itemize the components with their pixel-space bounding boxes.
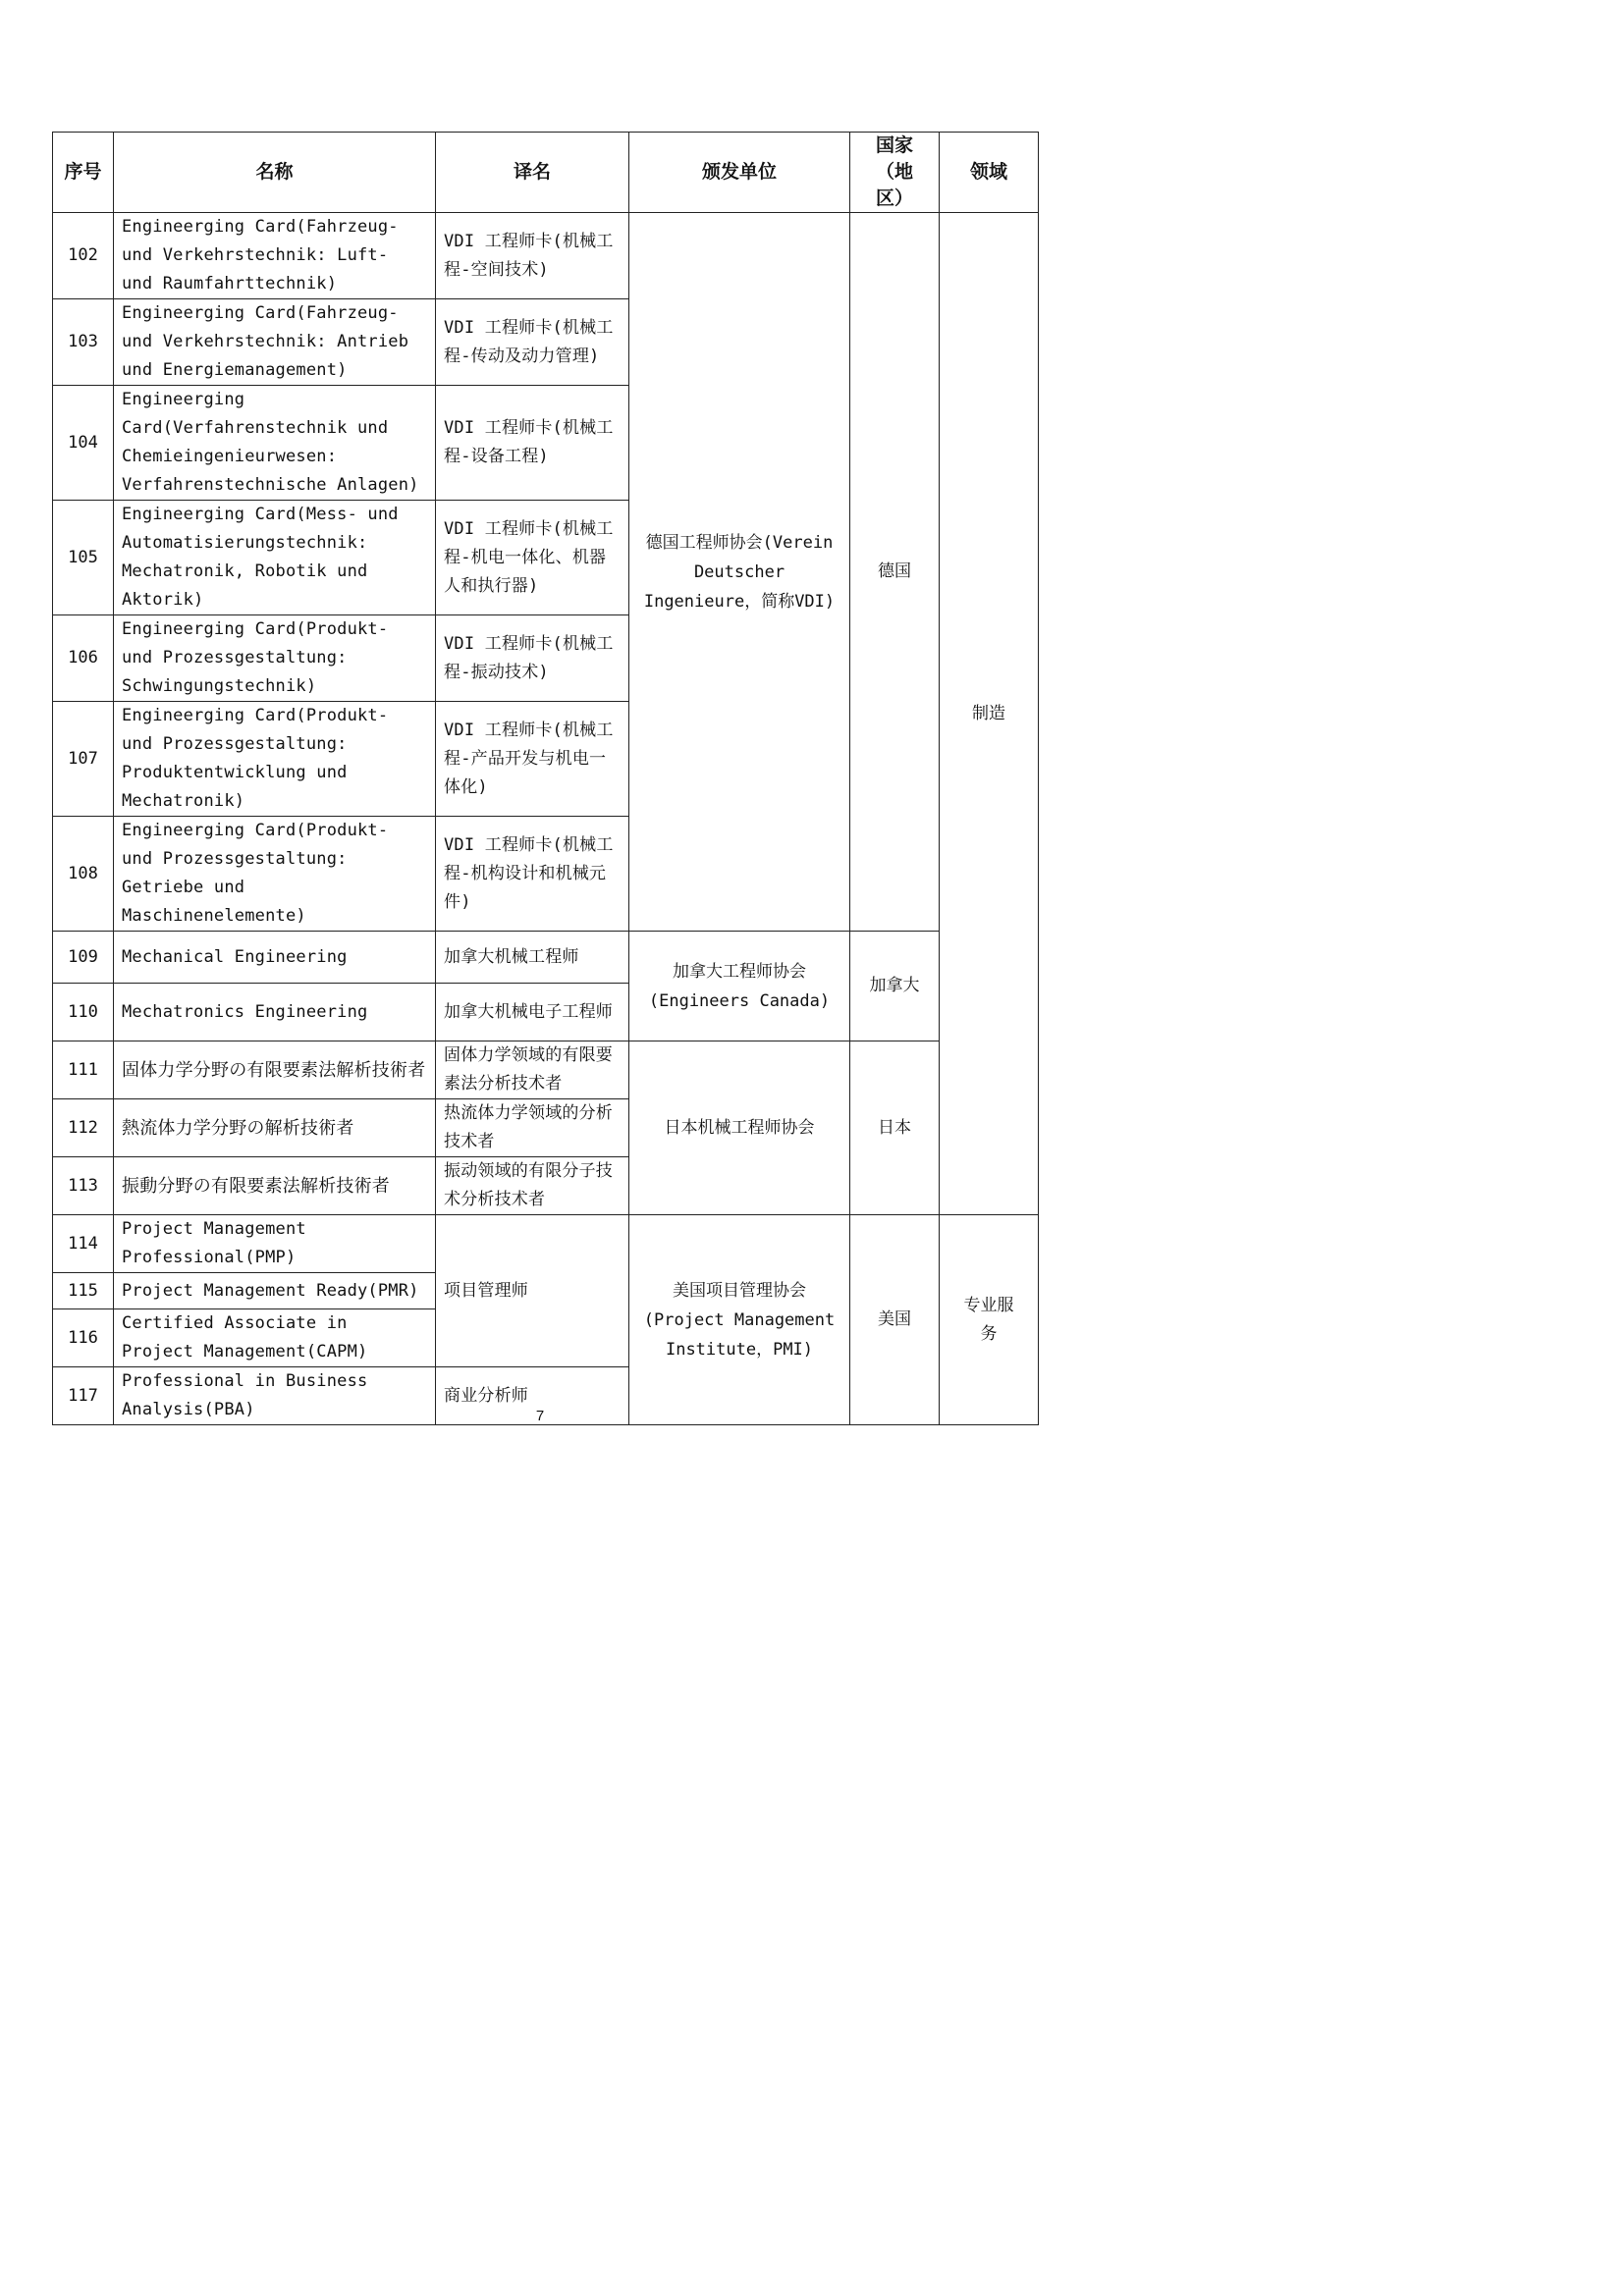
row-no: 110 bbox=[53, 984, 114, 1041]
row-translation: VDI 工程师卡(机械工程-机构设计和机械元件) bbox=[436, 817, 629, 932]
row-name: Engineerging Card(Produkt- und Prozessgestaltung: Getriebe und Maschinenelemente) bbox=[114, 817, 436, 932]
row-translation: 商业分析师 bbox=[436, 1367, 629, 1425]
row-name: Engineerging Card(Mess- und Automatisierungstechnik: Mechatronik, Robotik und Aktorik) bbox=[114, 501, 436, 615]
row-no: 109 bbox=[53, 932, 114, 984]
row-name: Mechatronics Engineering bbox=[114, 984, 436, 1041]
header-no: 序号 bbox=[53, 133, 114, 213]
row-translation: 振动领域的有限分子技术分析技术者 bbox=[436, 1157, 629, 1215]
row-name: Engineerging Card(Verfahrenstechnik und Chemieingenieurwesen: Verfahrenstechnische Anlagen) bbox=[114, 386, 436, 501]
row-no: 111 bbox=[53, 1041, 114, 1099]
table-header-row bbox=[53, 133, 1039, 213]
header-translation: 译名 bbox=[436, 133, 629, 213]
row-translation: 热流体力学领域的分析技术者 bbox=[436, 1099, 629, 1157]
row-translation: VDI 工程师卡(机械工程-振动技术) bbox=[436, 615, 629, 702]
page-number: 7 bbox=[535, 1408, 545, 1424]
row-translation: VDI 工程师卡(机械工程-传动及动力管理) bbox=[436, 299, 629, 386]
row-name: 固体力学分野の有限要素法解析技術者 bbox=[114, 1041, 436, 1099]
row-translation: 固体力学领域的有限要素法分析技术者 bbox=[436, 1041, 629, 1099]
row-name: Project Management Professional(PMP) bbox=[114, 1215, 436, 1273]
field-professional: 专业服务 bbox=[940, 1215, 1039, 1425]
row-no: 102 bbox=[53, 213, 114, 299]
row-name: Engineerging Card(Produkt- und Prozessgestaltung: Produktentwicklung und Mechatronik) bbox=[114, 702, 436, 817]
table-row bbox=[53, 932, 1039, 984]
row-no: 107 bbox=[53, 702, 114, 817]
issuer-pmi: 美国项目管理协会(Project Management Institute，PMI) bbox=[629, 1215, 850, 1425]
country-usa: 美国 bbox=[850, 1215, 940, 1425]
row-no: 114 bbox=[53, 1215, 114, 1273]
row-no: 106 bbox=[53, 615, 114, 702]
row-no: 113 bbox=[53, 1157, 114, 1215]
row-translation: VDI 工程师卡(机械工程-空间技术) bbox=[436, 213, 629, 299]
header-field: 领域 bbox=[940, 133, 1039, 213]
header-issuer: 颁发单位 bbox=[629, 133, 850, 213]
row-no: 103 bbox=[53, 299, 114, 386]
row-name: Professional in Business Analysis(PBA) bbox=[114, 1367, 436, 1425]
row-name: Engineerging Card(Produkt- und Prozessgestaltung: Schwingungstechnik) bbox=[114, 615, 436, 702]
row-translation: VDI 工程师卡(机械工程-设备工程) bbox=[436, 386, 629, 501]
row-translation: VDI 工程师卡(机械工程-产品开发与机电一体化) bbox=[436, 702, 629, 817]
row-translation: 加拿大机械工程师 bbox=[436, 932, 629, 984]
row-translation: 加拿大机械电子工程师 bbox=[436, 984, 629, 1041]
row-translation: VDI 工程师卡(机械工程-机电一体化、机器人和执行器) bbox=[436, 501, 629, 615]
row-name: Project Management Ready(PMR) bbox=[114, 1273, 436, 1309]
table-row bbox=[53, 213, 1039, 299]
certification-table bbox=[52, 132, 1039, 1425]
country-japan: 日本 bbox=[850, 1041, 940, 1215]
table-row bbox=[53, 1215, 1039, 1273]
row-name: Engineerging Card(Fahrzeug- und Verkehrstechnik: Antrieb und Energiemanagement) bbox=[114, 299, 436, 386]
row-no: 115 bbox=[53, 1273, 114, 1309]
country-germany: 德国 bbox=[850, 213, 940, 932]
header-name: 名称 bbox=[114, 133, 436, 213]
issuer-vdi: 德国工程师协会(Verein Deutscher Ingenieure，简称VDI) bbox=[629, 213, 850, 932]
row-no: 105 bbox=[53, 501, 114, 615]
translation-pm: 项目管理师 bbox=[436, 1215, 629, 1367]
row-no: 108 bbox=[53, 817, 114, 932]
row-name: Engineerging Card(Fahrzeug- und Verkehrstechnik: Luft- und Raumfahrttechnik) bbox=[114, 213, 436, 299]
row-name: 熱流体力学分野の解析技術者 bbox=[114, 1099, 436, 1157]
field-manufacturing: 制造 bbox=[940, 213, 1039, 1215]
issuer-canada: 加拿大工程师协会(Engineers Canada) bbox=[629, 932, 850, 1041]
row-no: 112 bbox=[53, 1099, 114, 1157]
row-name: Mechanical Engineering bbox=[114, 932, 436, 984]
header-country: 国家（地区） bbox=[850, 133, 940, 213]
row-no: 104 bbox=[53, 386, 114, 501]
row-no: 117 bbox=[53, 1367, 114, 1425]
row-name: 振動分野の有限要素法解析技術者 bbox=[114, 1157, 436, 1215]
table-row bbox=[53, 1041, 1039, 1099]
issuer-japan: 日本机械工程师协会 bbox=[629, 1041, 850, 1215]
country-canada: 加拿大 bbox=[850, 932, 940, 1041]
row-name: Certified Associate in Project Management(CAPM) bbox=[114, 1309, 436, 1367]
row-no: 116 bbox=[53, 1309, 114, 1367]
